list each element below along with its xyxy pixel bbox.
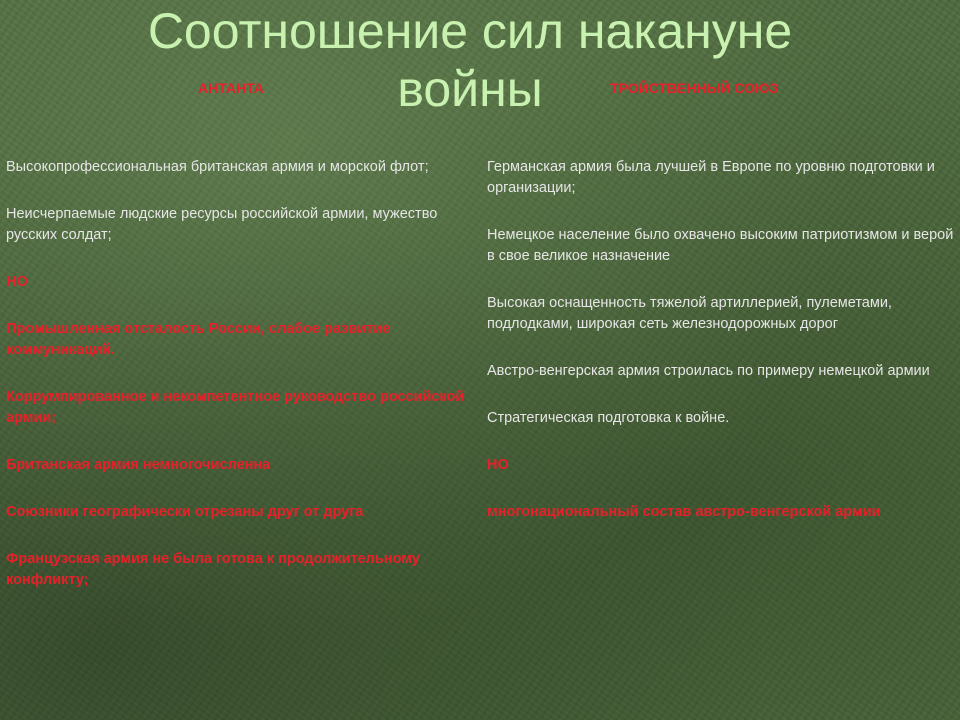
entente-column: [6, 157, 476, 617]
alliance-item-2: Немецкое население было охвачено высоким патриотизмом и верой в свое великое назначение: [487, 227, 954, 264]
entente-weakness-3: Британская армия немногочисленна: [6, 457, 271, 473]
alliance-but-label: НО: [487, 457, 509, 473]
alliance-item-1: Германская армия была лучшей в Европе по уровню подготовки и организации;: [487, 159, 935, 196]
entente-item-2: Неисчерпаемые людские ресурсы российской армии, мужество русских солдат;: [6, 206, 438, 243]
alliance-item-5: Стратегическая подготовка к войне.: [487, 410, 730, 426]
triple-alliance-header: ТРОЙСТВЕННЫЙ СОЮЗ: [610, 80, 779, 96]
entente-weakness-1: Промышленная отсталость России, слабое развитие коммуникаций.: [6, 321, 391, 358]
entente-item-1: Высокопрофессиональная британская армия и морской флот;: [6, 159, 429, 175]
alliance-item-3: Высокая оснащенность тяжелой артиллерией, пулеметами, подлодками, широкая сеть железнодорожных дорог: [487, 295, 892, 332]
entente-but-label: НО: [6, 274, 28, 290]
entente-header: АНТАНТА: [198, 80, 264, 96]
slide-title: Соотношение сил накануне войны: [147, 3, 793, 117]
entente-weakness-2: Коррумпированное и некомпетентное руководство российской армии;: [6, 389, 465, 426]
alliance-weakness-1: многонациональный состав австро-венгерской армии: [487, 504, 881, 520]
entente-weakness-5: Французская армия не была готова к продолжительному конфликту;: [6, 551, 420, 588]
triple-alliance-column: [487, 157, 957, 549]
alliance-item-4: Австро-венгерская армия строилась по примеру немецкой армии: [487, 363, 930, 379]
entente-weakness-4: Союзники географически отрезаны друг от друга: [6, 504, 364, 520]
